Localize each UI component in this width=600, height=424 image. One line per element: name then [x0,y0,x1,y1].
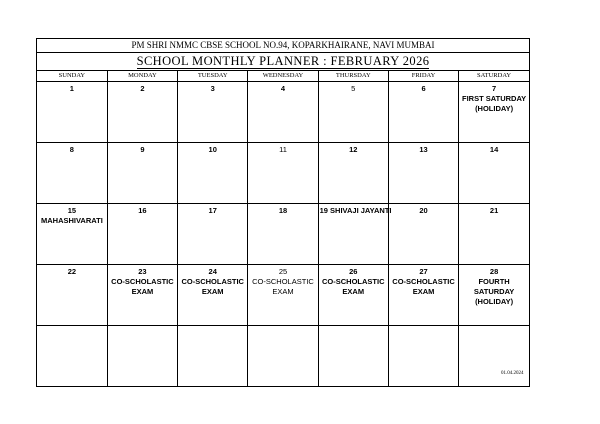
day-cell [37,326,107,387]
weekday-sunday: SUNDAY [37,71,107,82]
day-number: 19 SHIVAJI JAYANTI [319,206,392,215]
day-cell [459,204,529,265]
day-number: 28 [489,267,499,276]
day-cell [388,143,458,204]
day-cell [107,143,177,204]
footer-date: 01.04.2024 [501,371,524,376]
day-cell [107,326,177,387]
day-number: 12 [349,145,358,154]
day-cell [107,82,177,143]
week-row [37,265,529,326]
day-cell [37,265,107,326]
day-cell [178,204,248,265]
day-cell [459,143,529,204]
day-cell [178,143,248,204]
weekday-monday: MONDAY [107,71,177,82]
day-cell [318,204,392,265]
monthly-planner [36,38,530,387]
day-number: 20 [419,206,428,215]
weekday-saturday: SATURDAY [459,71,529,82]
day-cell [388,326,458,387]
day-cell [248,82,318,143]
day-number: 16 [138,206,147,215]
day-cell [459,265,529,326]
day-number: 22 [67,267,77,276]
weekday-wednesday: WEDNESDAY [248,71,318,82]
day-cell [388,204,458,265]
day-number: 14 [489,145,499,154]
day-cell [248,143,318,204]
day-event-note: CO-SCHOLASTIC EXAM [392,277,455,296]
day-cell [178,265,248,326]
day-number: 7 [492,84,497,93]
day-cell [37,143,107,204]
day-cell [248,326,318,387]
day-number: 13 [419,145,428,154]
weekday-header-row [37,71,529,82]
week-row [37,143,529,204]
day-cell [318,265,388,326]
week-row [37,82,529,143]
calendar-grid [37,71,529,386]
day-cell [178,82,248,143]
day-number: 1 [69,84,74,93]
day-number: 3 [210,84,215,93]
weekday-tuesday: TUESDAY [178,71,248,82]
day-cell [318,82,388,143]
planner-title: SCHOOL MONTHLY PLANNER : FEBRUARY 2026 [136,54,430,68]
day-number: 15 [67,206,77,215]
day-number: 11 [279,145,287,154]
day-event-note: FOURTH SATURDAY (HOLIDAY) [473,277,515,306]
day-number: 5 [351,84,356,93]
day-cell [178,326,248,387]
day-number: 24 [208,267,217,276]
day-cell [459,82,529,143]
day-number: 6 [421,84,426,93]
day-cell [318,143,388,204]
calendar-body [37,82,529,387]
day-number: 25 [278,267,288,276]
weekday-thursday: THURSDAY [318,71,388,82]
day-number: 18 [278,206,288,215]
day-cell [388,265,458,326]
day-number: 8 [69,145,74,154]
week-row [37,204,529,265]
weekday-friday: FRIDAY [388,71,458,82]
school-name: PM SHRI NMMC CBSE SCHOOL NO.94, KOPARKHAIRANE, NAVI MUMBAI [37,39,529,53]
day-cell [107,204,177,265]
day-number: 21 [489,206,499,215]
day-number: 27 [419,267,428,276]
day-cell [248,204,318,265]
day-number: 17 [208,206,217,215]
day-cell [37,204,107,265]
day-number: 26 [349,267,358,276]
day-cell [248,265,318,326]
day-cell [107,265,177,326]
week-row [37,326,529,387]
day-cell [388,82,458,143]
day-event-note: CO-SCHOLASTIC EXAM [181,277,244,296]
day-event-note: MAHASHIVARATI [40,216,103,225]
day-event-note: CO-SCHOLASTIC EXAM [322,277,385,296]
planner-title-row [37,53,529,71]
day-cell [37,82,107,143]
day-number: 2 [140,84,145,93]
day-event-note: FIRST SATURDAY (HOLIDAY) [462,94,527,113]
day-number: 23 [138,267,147,276]
day-number: 4 [280,84,286,93]
day-event-note: CO-SCHOLASTIC EXAM [252,277,314,296]
day-event-note: CO-SCHOLASTIC EXAM [111,277,174,296]
day-cell [459,326,529,387]
day-number: 9 [140,145,145,154]
day-cell [318,326,388,387]
day-number: 10 [208,145,217,154]
